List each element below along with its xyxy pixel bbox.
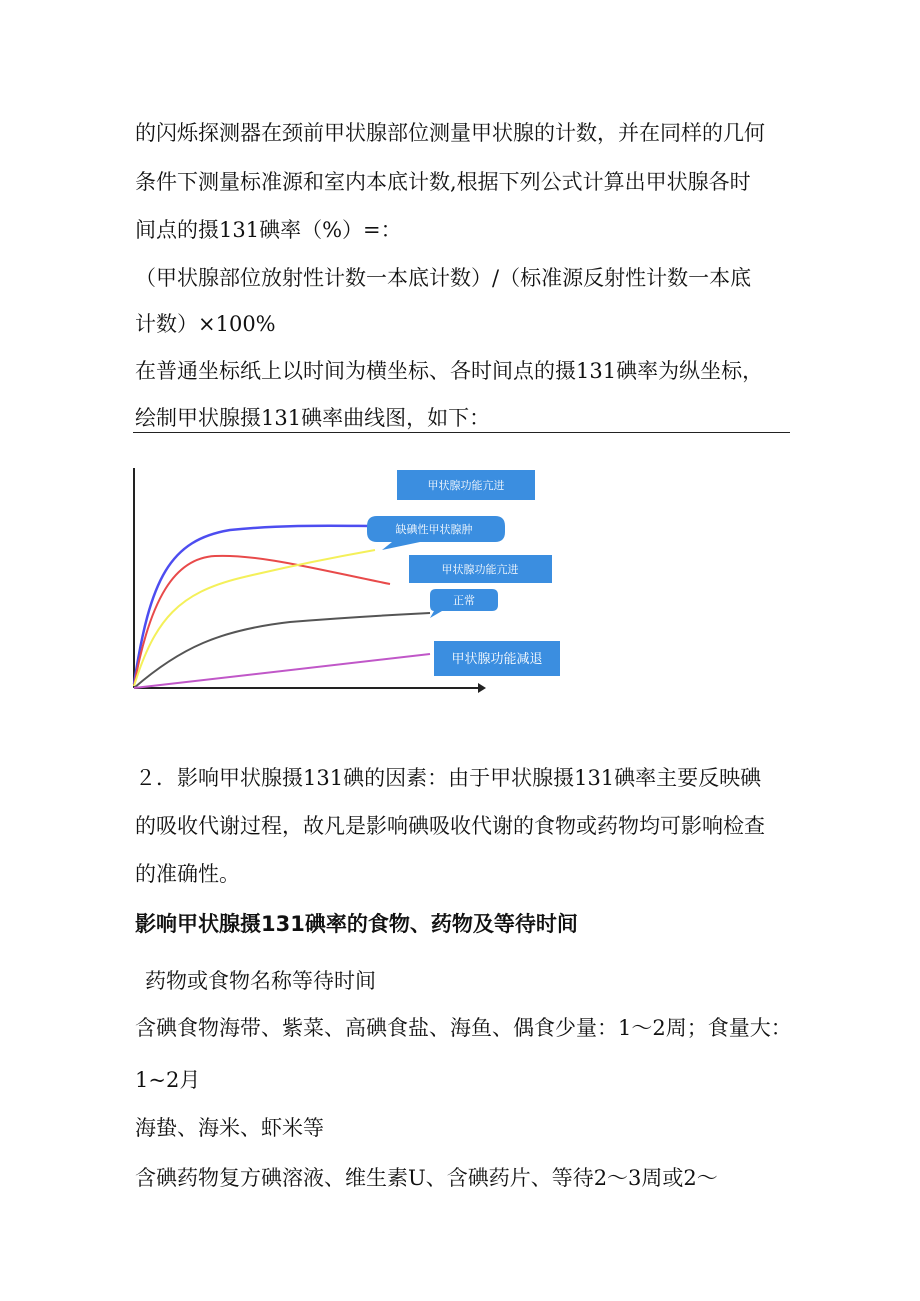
paragraph-line: 间点的摄131碘率（%）=： (135, 218, 402, 242)
callout-hyper-peak-label: 甲状腺功能亢进 (441, 563, 519, 576)
callout-hypo-label: 甲状腺功能减退 (451, 652, 543, 667)
table-row: 海蛰、海米、虾米等 (135, 1116, 324, 1140)
x-axis-arrow (478, 683, 486, 693)
callout-iodine-deficiency-label: 缺碘性甲状腺肿 (395, 523, 473, 536)
paragraph-line: 条件下测量标准源和室内本底计数,根据下列公式计算出甲状腺各时 (135, 170, 751, 194)
section-2-line: ２．影响甲状腺摄131碘的因素：由于甲状腺摄131碘率主要反映碘 (135, 766, 762, 790)
formula-line: 计数）×100% (135, 312, 276, 336)
callout-normal-label: 正常 (453, 594, 475, 607)
paragraph-line: 的闪烁探测器在颈前甲状腺部位测量甲状腺的计数，并在同样的几何 (135, 121, 765, 145)
paragraph-line: 绘制甲状腺摄131碘率曲线图，如下： (135, 406, 491, 430)
table-row: 含碘药物复方碘溶液、维生素U、含碘药片、等待2～3周或2～ (135, 1166, 718, 1190)
table-row: 1~2月 (135, 1068, 201, 1092)
table-title: 影响甲状腺摄131碘率的食物、药物及等待时间 (135, 912, 578, 936)
horizontal-rule (133, 432, 790, 433)
paragraph-line: 在普通坐标纸上以时间为横坐标、各时间点的摄131碘率为纵坐标， (135, 359, 764, 383)
table-header: 药物或食物名称等待时间 (145, 969, 376, 993)
normal-curve (134, 613, 430, 688)
callout-hyper-top-label: 甲状腺功能亢进 (427, 479, 505, 492)
hyper-peak-curve (134, 556, 390, 686)
thyroid-uptake-figure (120, 458, 570, 708)
section-2-line: 的准确性。 (135, 862, 240, 886)
hypo-curve (134, 654, 430, 688)
section-2-line: 的吸收代谢过程，故凡是影响碘吸收代谢的食物或药物均可影响检查 (135, 814, 765, 838)
table-row: 含碘食物海带、紫菜、高碘食盐、海鱼、偶食少量：1～2周；食量大： (135, 1016, 792, 1040)
formula-line: （甲状腺部位放射性计数一本底计数）/（标准源反射性计数一本底 (135, 266, 752, 290)
